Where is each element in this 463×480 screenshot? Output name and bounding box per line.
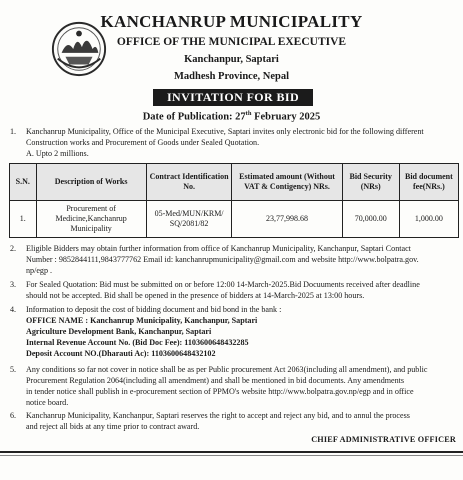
clause-6: 6. Kanchanrup Municipality, Kanchanpur, Saptari reserves the right to accept and reject any bid, and to annul the process and reject all bids at any time prior to contract award.	[10, 411, 410, 431]
province: Madhesh Province, Nepal	[173, 71, 289, 82]
office-location: Kanchanpur, Saptari	[184, 54, 279, 65]
clause-2: 2. Eligible Bidders may obtain further information from office of Kanchanrup Municipality, Kanchanpur, Saptari Contact Number : 9852844111,9843777762 Email id: kanchanrupmunicipality@gmail.com and website http://www.bolpatra.gov. np/egp .	[10, 244, 419, 275]
bid-table	[9, 163, 459, 238]
publication-date: Date of Publication: 27th February 2025	[142, 110, 321, 123]
office-name-line: OFFICE NAME : Kanchanrup Municipality, Kanchanpur, Saptari	[26, 316, 258, 325]
office-name: OFFICE OF THE MUNICIPAL EXECUTIVE	[116, 36, 347, 48]
signatory-title: CHIEF ADMINISTRATIVE OFFICER	[311, 435, 456, 444]
cell-bid-security: 70,000.00	[342, 201, 399, 238]
col-contract-id: Contract Identification No.	[146, 164, 232, 201]
clause-4: 4. Information to deposit the cost of bidding document and bid bond in the bank : OFFICE NAME : Kanchanrup Municipality, Kanchanpur, Saptari Agriculture Development Bank, Kanchanpur, Saptari Internal Revenue Account No. (Bid Doc Fee): 1103600648432285 Deposit Account NO.(Dharauti Ac): 1103600648432102	[10, 304, 460, 359]
cell-sn: 1.	[10, 201, 37, 238]
clause-5: 5. Any conditions so far not cover in notice shall be as per Public procurement Act 2063(including all amendment), and public Procurement Regulation 2064(including all amendment) and shall be mentioned in bid documents. Any amendments in tender notice shall publish in e-procurement section of PPMO's website http://www.bolpatra.gov.np/egp and in office notice board.	[10, 365, 428, 407]
col-bid-fee: Bid document fee(NRs.)	[399, 164, 458, 201]
table-row	[10, 201, 459, 238]
col-description: Description of Works	[36, 164, 146, 201]
municipality-name: KANCHANRUP MUNICIPALITY	[100, 12, 363, 31]
notice-title-banner: INVITATION FOR BID	[153, 89, 313, 106]
cell-bid-fee: 1,000.00	[399, 201, 458, 238]
cell-contract-id: 05-Med/MUN/KRM/ SQ/2081/82	[146, 201, 232, 238]
clause-1: 1. Kanchanrup Municipality, Office of the Municipal Executive, Saptari invites only electronic bid for the following different Construction works and Procurement of Goods under Sealed Quotation. A. Upto 2 millions.	[10, 127, 424, 158]
deposit-account-line: Deposit Account NO.(Dharauti Ac): 1103600648432102	[26, 349, 216, 358]
table-header-row	[10, 164, 459, 201]
col-sn: S.N.	[10, 164, 37, 201]
internal-account-line: Internal Revenue Account No. (Bid Doc Fee): 1103600648432285	[26, 338, 249, 347]
cell-description: Procurement of Medicine,Kanchanrup Municipality	[36, 201, 146, 238]
cell-estimated-amount: 23,77,998.68	[232, 201, 342, 238]
col-bid-security: Bid Security (NRs)	[342, 164, 399, 201]
bottom-divider	[0, 451, 463, 453]
bank-name-line: Agriculture Development Bank, Kanchanpur, Saptari	[26, 327, 212, 336]
clause-3: 3. For Sealed Quotation: Bid must be submitted on or before 12:00 14-March-2025.Bid Docuuments received after deadline should not be accepted. Bid shall be opened in the presence of bidders at 14-March-2025 at 13:00 hours.	[10, 280, 420, 300]
bottom-divider-thin	[0, 455, 463, 456]
col-estimated-amount: Estimated amount (Without VAT & Contigency) NRs.	[232, 164, 342, 201]
